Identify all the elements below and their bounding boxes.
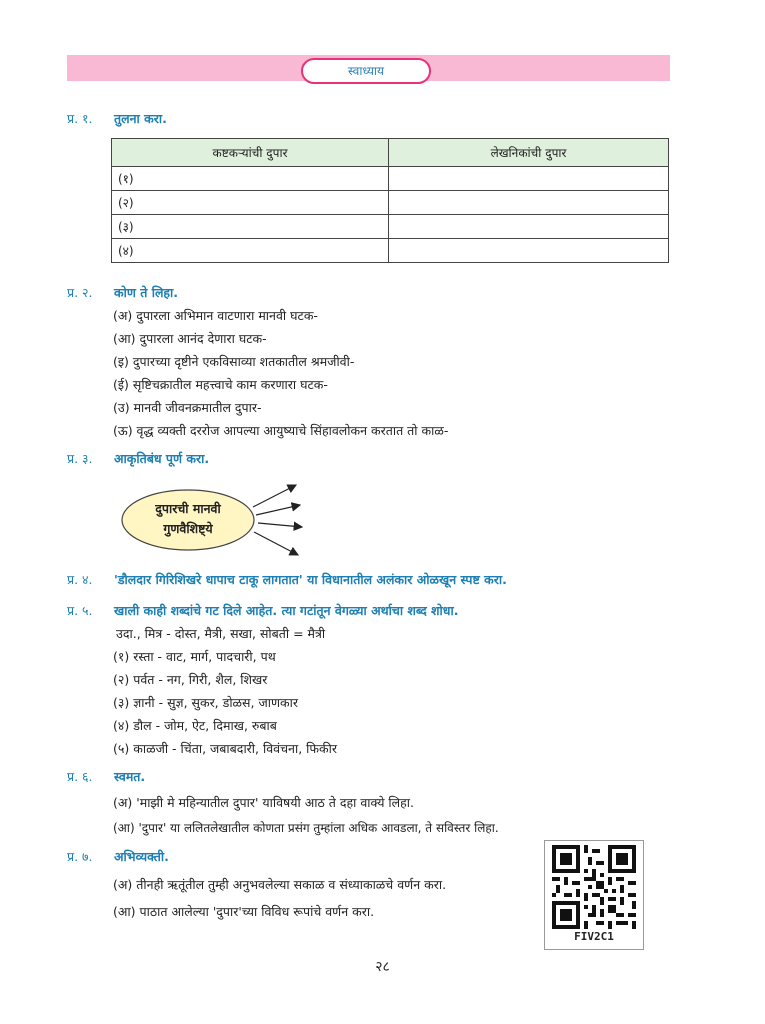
question-text: आकृतिबंध पूर्ण करा. [114,451,210,466]
list-item: (अ) दुपारला अभिमान वाटणारा मानवी घटक- [113,308,318,323]
question-4 [67,571,507,588]
list-item: (आ) पाठात आलेल्या 'दुपार'च्या विविध रूपांचे वर्णन करा. [113,904,375,919]
list-item: (अ) तीनही ऋतूंतील तुम्ही अनुभवलेल्या सकाळ व संध्याकाळचे वर्णन करा. [113,877,447,892]
arrow [258,523,302,527]
center-ellipse [122,490,254,550]
question-number: प्र. २. [67,285,93,300]
qr-code-label: FIV2C1 [574,930,614,943]
section-title: स्वाध्याय [301,58,431,84]
question-number: प्र. ६. [67,769,93,784]
question-text: कोण ते लिहा. [114,285,179,300]
row-label: (३) [112,215,389,239]
blank-cell [389,167,669,191]
question-number: प्र. ४. [67,572,93,587]
table-row [112,191,669,215]
qr-code[interactable] [544,840,644,950]
list-item: (१) रस्ता - वाट, मार्ग, पादचारी, पथ [113,649,276,664]
list-item: (३) ज्ञानी - सुज्ञ, सुकर, डोळस, जाणकार [113,695,298,710]
example-item: उदा., मित्र - दोस्त, मैत्री, सखा, सोबती = मैत्री [116,626,326,641]
question-7 [67,848,169,865]
question-number: प्र. ५. [67,603,93,618]
blank-cell [389,239,669,263]
table-row [112,239,669,263]
list-item: (४) डौल - जोम, ऐट, दिमाख, रुबाब [113,718,277,733]
list-item: (उ) मानवी जीवनक्रमातील दुपार- [113,400,262,415]
arrow [254,532,298,555]
question-number: प्र. १. [67,111,93,126]
question-text: 'डौलदार गिरिशिखरे धापाच टाकू लागतात' या विधानातील अलंकार ओळखून स्पष्ट करा. [114,572,507,587]
row-label: (४) [112,239,389,263]
list-item: (ई) सृष्टिचक्रातील महत्त्वाचे काम करणारा घटक- [113,377,328,392]
row-label: (१) [112,167,389,191]
arrow [256,505,300,515]
question-text: अभिव्यक्ती. [114,849,169,864]
list-item: (आ) दुपारला आनंद देणारा घटक- [113,331,267,346]
qr-code-icon [552,845,636,929]
list-item: (५) काळजी - चिंता, जबाबदारी, विवंचना, फिकीर [113,741,338,756]
row-label: (२) [112,191,389,215]
question-number: प्र. ३. [67,451,93,466]
arrow [253,485,296,507]
list-item: (अ) 'माझी मे महिन्यातील दुपार' याविषयी आठ ते दहा वाक्ये लिहा. [113,795,414,810]
list-item: (२) पर्वत - नग, गिरी, शैल, शिखर [113,672,268,687]
comparison-table [111,138,669,263]
question-3 [67,450,209,467]
list-item: (ऊ) वृद्ध व्यक्ती दररोज आपल्या आयुष्याचे सिंहावलोकन करतात तो काळ- [113,423,449,438]
table-header-writers: लेखनिकांची दुपार [389,139,669,167]
question-2 [67,284,178,301]
question-text: स्वमत. [114,769,146,784]
question-text: खाली काही शब्दांचे गट दिले आहेत. त्या गटांतून वेगळ्या अर्थाचा शब्द शोधा. [114,603,459,618]
question-number: प्र. ७. [67,849,93,864]
question-5 [67,602,458,619]
blank-cell [389,215,669,239]
question-1 [67,110,167,127]
ellipse-line-2: गुणवैशिष्ट्ये [163,521,213,536]
table-row [112,167,669,191]
blank-cell [389,191,669,215]
question-text: तुलना करा. [114,111,167,126]
ellipse-line-1: दुपारची मानवी [155,501,221,516]
table-header-laborers: कष्टकऱ्यांची दुपार [112,139,389,167]
table-row [112,215,669,239]
concept-web-diagram [118,475,308,565]
list-item: (आ) 'दुपार' या ललितलेखातील कोणता प्रसंग तुम्हांला अधिक आवडला, ते सविस्तर लिहा. [113,821,499,835]
page-number: २८ [375,959,390,975]
list-item: (इ) दुपारच्या दृष्टीने एकविसाव्या शतकातील श्रमजीवी- [113,354,355,369]
question-6 [67,768,145,785]
